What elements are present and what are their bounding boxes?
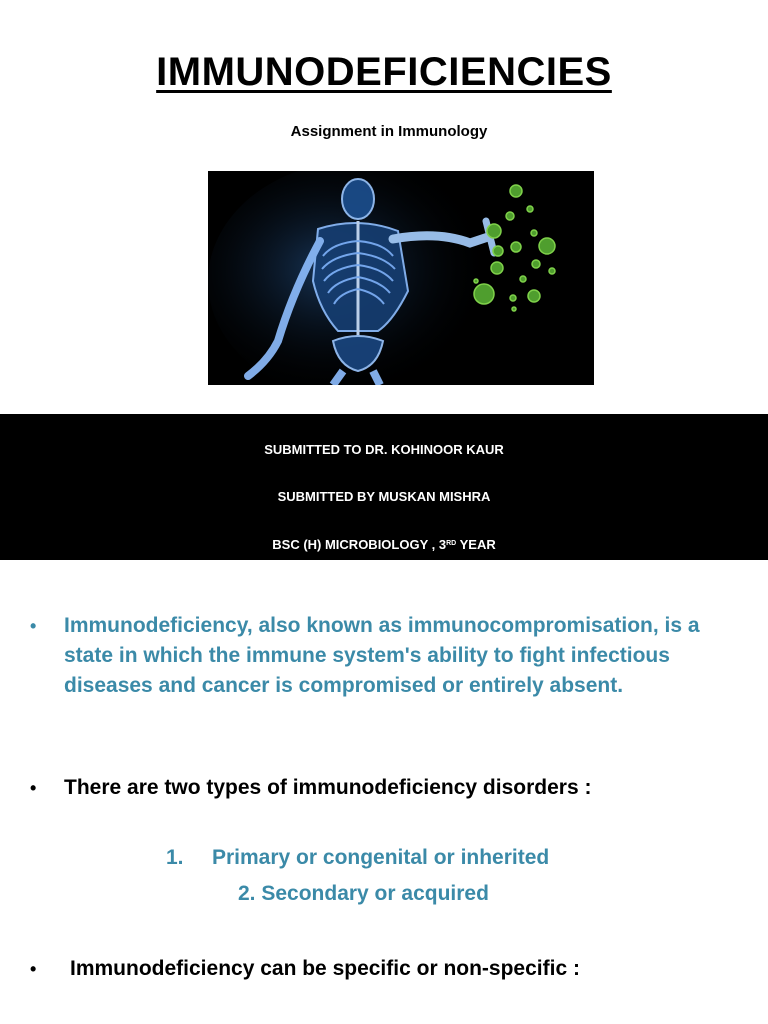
bullet-marker: • [30,616,37,636]
list-text: 2. Secondary or acquired [238,882,489,905]
bullet-marker: • [30,778,37,798]
submission-band [0,414,768,560]
bullet-text: There are two types of immunodeficiency disorders : [64,776,592,799]
submitted-by: SUBMITTED BY MUSKAN MISHRA [277,489,491,504]
document-subtitle: Assignment in Immunology [290,123,488,140]
submitted-to: SUBMITTED TO DR. KOHINOOR KAUR [264,442,504,457]
bullet-text: Immunodeficiency can be specific or non-specific : [70,957,580,980]
list-item [238,882,489,906]
list-text: Primary or congenital or inherited [212,846,550,869]
course-superscript: RD [446,540,457,547]
course-line [0,537,768,552]
course-suffix: YEAR [456,537,496,552]
list-number: 1. [166,846,184,869]
document-title: IMMUNODEFICIENCIES [156,50,612,94]
course-prefix: BSC (H) MICROBIOLOGY , 3 [272,537,447,552]
skeleton-blocking-viruses-illustration [208,171,594,385]
hero-image [208,171,594,385]
bullet-marker: • [30,959,37,979]
bullet-text: Immunodeficiency, also known as immunocompromisation, is a state in which the immune system's ability to fight infectious diseases and cancer is compromised or entirely absent. [64,614,700,697]
list-item [166,846,549,870]
